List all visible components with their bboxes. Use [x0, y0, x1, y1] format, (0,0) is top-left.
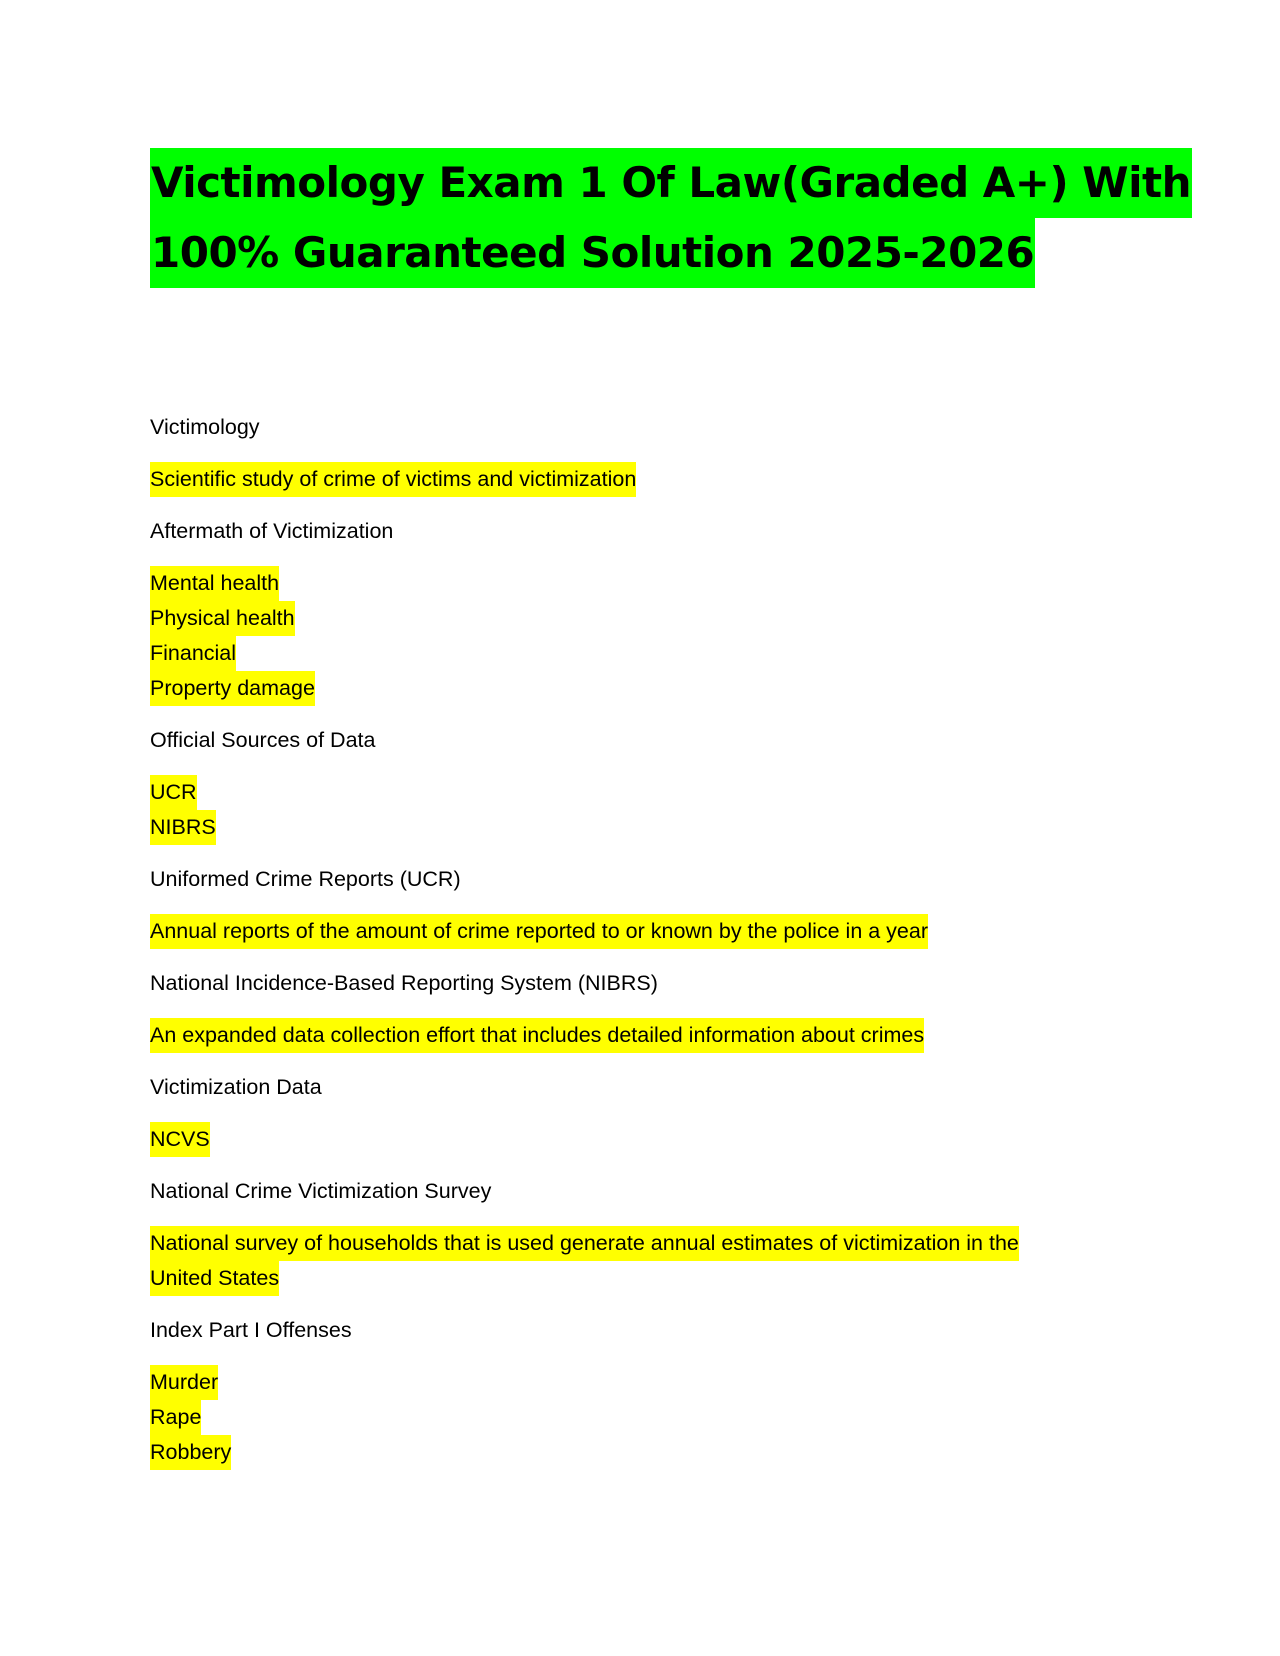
answer [150, 914, 1150, 949]
answer [150, 1226, 1150, 1296]
term: Aftermath of Victimization [150, 519, 394, 543]
qa-list [150, 410, 1150, 1487]
qa-entry-victimology [150, 410, 1150, 497]
title-line-1: Victimology Exam 1 Of Law(Graded A+) With [150, 148, 1192, 218]
qa-entry-index-part-1 [150, 1313, 1150, 1470]
answer-line: Rape [150, 1400, 201, 1435]
answer-line: Property damage [150, 671, 315, 706]
title-line-2: 100% Guaranteed Solution 2025-2026 [150, 218, 1035, 288]
term: National Incidence-Based Reporting System (NIBRS) [150, 971, 658, 995]
answer-line: NCVS [150, 1122, 210, 1157]
answer-line: UCR [150, 775, 197, 810]
answer [150, 1122, 1150, 1157]
answer-line: NIBRS [150, 810, 216, 845]
term: Victimization Data [150, 1075, 322, 1099]
qa-entry-nibrs [150, 966, 1150, 1053]
answer [150, 566, 1150, 706]
term: Victimology [150, 415, 260, 439]
term: Uniformed Crime Reports (UCR) [150, 867, 461, 891]
answer [150, 462, 1150, 497]
qa-entry-ncvs [150, 1174, 1150, 1296]
term: Index Part I Offenses [150, 1318, 352, 1342]
answer [150, 1018, 1150, 1053]
answer-line: Annual reports of the amount of crime reported to or known by the police in a year [150, 914, 928, 949]
answer-line: Murder [150, 1365, 218, 1400]
answer [150, 775, 1150, 845]
answer-line: Physical health [150, 601, 295, 636]
document-page [150, 148, 1191, 288]
qa-entry-official-sources [150, 723, 1150, 845]
answer-line: Scientific study of crime of victims and victimization [150, 462, 636, 497]
answer-line: An expanded data collection effort that includes detailed information about crimes [150, 1018, 924, 1053]
answer-line: Mental health [150, 566, 279, 601]
qa-entry-victimization-data [150, 1070, 1150, 1157]
document-title [150, 148, 1191, 288]
answer-line: Robbery [150, 1435, 231, 1470]
answer-line: Financial [150, 636, 236, 671]
term: National Crime Victimization Survey [150, 1179, 492, 1203]
qa-entry-ucr [150, 862, 1150, 949]
answer-line: United States [150, 1261, 279, 1296]
answer [150, 1365, 1150, 1470]
answer-line: National survey of households that is used generate annual estimates of victimization in the [150, 1226, 1019, 1261]
qa-entry-aftermath [150, 514, 1150, 706]
term: Official Sources of Data [150, 728, 376, 752]
